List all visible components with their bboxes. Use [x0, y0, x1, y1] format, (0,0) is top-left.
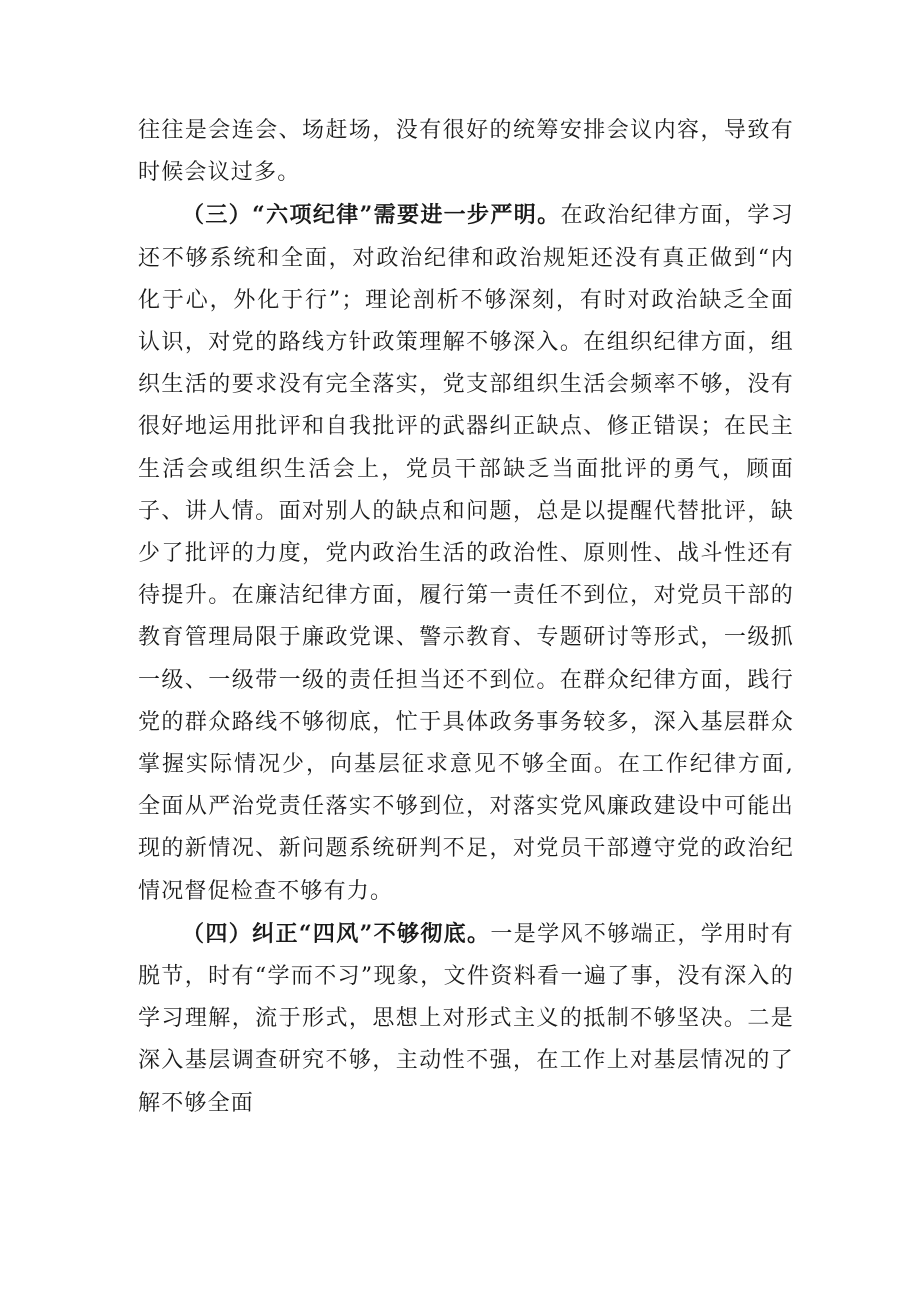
paragraph-six-disciplines [138, 194, 794, 912]
document-body [138, 110, 794, 1125]
paragraph-four-styles [138, 913, 794, 1125]
paragraph-text: 在政治纪律方面，学习还不够系统和全面，对政治纪律和政治规矩还没有真正做到“内化于心，外化于行”；理论剖析不够深刻，有时对政治缺乏全面认识，对党的路线方针政策理解不够深入。在组织纪律方面，组织生活的要求没有完全落实，党支部组织生活会频率不够，没有很好地运用批评和自我批评的武器纠正缺点、修正错误；在民主生活会或组织生活会上，党员干部缺乏当面批评的勇气，顾面子、讲人情。面对别人的缺点和问题，总是以提醒代替批评，缺少了批评的力度，党内政治生活的政治性、原则性、战斗性还有待提升。在廉洁纪律方面，履行第一责任不到位，对党员干部的教育管理局限于廉政党课、警示教育、专题研讨等形式，一级抓一级、一级带一级的责任担当还不到位。在群众纪律方面，践行党的群众路线不够彻底，忙于具体政务事务较多，深入基层群众掌握实际情况少，向基层征求意见不够全面。在工作纪律方面,全面从严治党责任落实不够到位，对落实党风廉政建设中可能出现的新情况、新问题系统研判不足，对党员干部遵守党的政治纪情况督促检查不够有力。 [138, 203, 794, 904]
section-heading-three: （三）“六项纪律”需要进一步严明。 [182, 202, 561, 229]
section-heading-four: （四）纠正“四风”不够彻底。 [182, 920, 491, 947]
paragraph-text: 一是学风不够端正，学用时有脱节，时有“学而不习”现象，文件资料看一遍了事，没有深入的学习理解，流于形式，思想上对形式主义的抵制不够坚决。二是深入基层调查研究不够，主动性不强，在工作上对基层情况的了解不够全面 [138, 921, 794, 1116]
paragraph-continuation [138, 110, 794, 194]
paragraph-text: 往往是会连会、场赶场，没有很好的统筹安排会议内容，导致有时候会议过多。 [138, 118, 794, 186]
